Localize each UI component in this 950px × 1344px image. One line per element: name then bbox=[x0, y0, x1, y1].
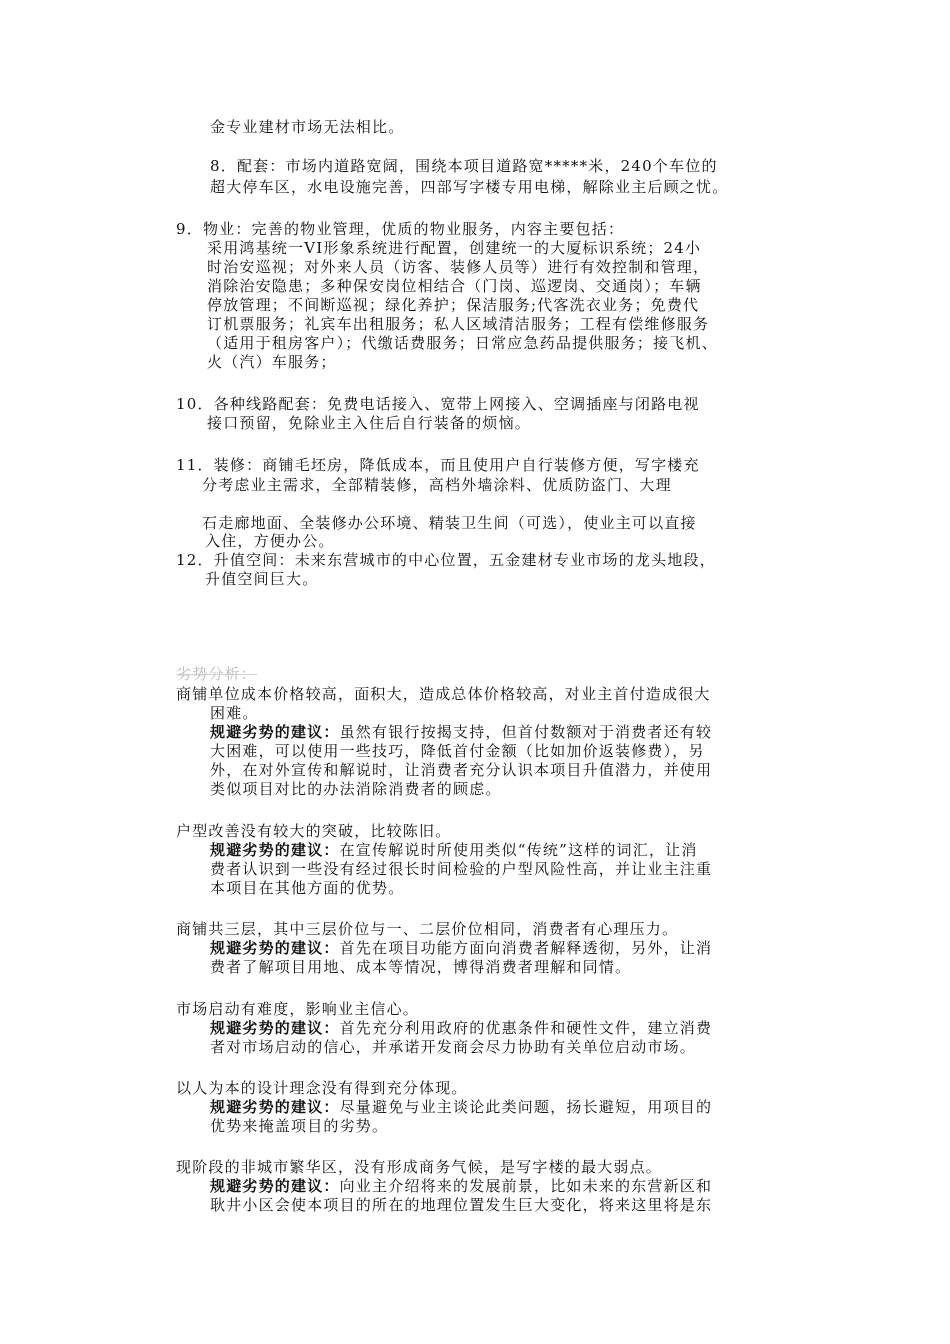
item-11-line-3: 石走廊地面、全装修办公环境、精装卫生间（可选），使业主可以直接 bbox=[202, 514, 697, 532]
suggestion-2-line-3: 本项目在其他方面的优势。 bbox=[210, 879, 405, 897]
suggestion-label: 规避劣势的建议： bbox=[210, 939, 340, 957]
item-8-line-2: 超大停车区，水电设施完善，四部写字楼专用电梯，解除业主后顾之忧。 bbox=[210, 178, 729, 196]
item-11-line-2: 分考虑业主需求，全部精装修，高档外墙涂料、优质防盗门、大理 bbox=[202, 476, 672, 494]
suggestion-4-line-2: 者对市场启动的信心，并承诺开发商会尽力协助有关单位启动市场。 bbox=[210, 1038, 697, 1056]
weakness-1-line-2: 困难。 bbox=[210, 704, 259, 722]
suggestion-2-line-1 bbox=[210, 841, 698, 860]
item-10-line-2: 接口预留，免除业主入住后自行装备的烦恼。 bbox=[207, 414, 532, 432]
item-11-line-1: 11．装修：商铺毛坯房，降低成本，而且使用户自行装修方便，写字楼充 bbox=[176, 456, 700, 474]
suggestion-text: 首先充分利用政府的优惠条件和硬性文件，建立消费 bbox=[339, 1019, 713, 1037]
weakness-heading: 劣势分析： bbox=[176, 665, 258, 683]
suggestion-4-line-1 bbox=[210, 1019, 712, 1038]
suggestion-1-line-4: 类似项目对比的办法消除消费者的顾虑。 bbox=[210, 780, 502, 798]
item-9-line-4: 消除治安隐患；多种保安岗位相结合（门岗、巡逻岗、交通岗）；车辆 bbox=[207, 277, 702, 295]
suggestion-2-line-2: 费者认识到一些没有经过很长时间检验的户型风险性高，并让业主注重 bbox=[210, 860, 713, 878]
suggestion-text: 虽然有银行按揭支持，但首付数额对于消费者还有较 bbox=[339, 723, 713, 741]
suggestion-3-line-2: 费者了解项目用地、成本等情况，博得消费者理解和同情。 bbox=[210, 958, 632, 976]
item-8-line-1: 8．配套：市场内道路宽阔，围绕本项目道路宽*****米，240个车位的 bbox=[210, 157, 718, 175]
suggestion-text: 首先在项目功能方面向消费者解释透彻，另外，让消 bbox=[339, 939, 713, 957]
suggestion-label: 规避劣势的建议： bbox=[210, 1098, 340, 1116]
item-11-line-4: 入住，方便办公。 bbox=[205, 532, 335, 550]
item-9-line-7: （适用于租房客户）；代缴话费服务；日常应急药品提供服务；接飞机、 bbox=[207, 334, 718, 352]
weakness-6: 现阶段的非城市繁华区，没有形成商务气候，是写字楼的最大弱点。 bbox=[176, 1158, 663, 1176]
item-9-line-2: 采用鸿基统一VI形象系统进行配置，创建统一的大厦标识系统；24小 bbox=[207, 239, 702, 257]
suggestion-5-line-1 bbox=[210, 1098, 712, 1117]
carry-over-line: 金专业建材市场无法相比。 bbox=[210, 118, 405, 136]
weakness-2: 户型改善没有较大的突破，比较陈旧。 bbox=[176, 822, 452, 840]
suggestion-label: 规避劣势的建议： bbox=[210, 1177, 340, 1195]
item-9-line-5: 停放管理；不间断巡视；绿化养护；保洁服务;代客洗衣业务；免费代 bbox=[207, 296, 700, 314]
weakness-5: 以人为本的设计理念没有得到充分体现。 bbox=[176, 1079, 468, 1097]
item-9-line-8: 火（汽）车服务； bbox=[207, 353, 337, 371]
item-9-line-1: 9．物业：完善的物业管理，优质的物业服务，内容主要包括： bbox=[176, 220, 625, 238]
weakness-3: 商铺共三层，其中三层价位与一、二层价位相同，消费者有心理压力。 bbox=[176, 920, 679, 938]
suggestion-label: 规避劣势的建议： bbox=[210, 1019, 340, 1037]
suggestion-1-line-2: 大困难，可以使用一些技巧，降低首付金额（比如加价返装修费），另 bbox=[210, 742, 705, 760]
suggestion-text: 尽量避免与业主谈论此类问题，扬长避短，用项目的 bbox=[339, 1098, 713, 1116]
suggestion-3-line-1 bbox=[210, 939, 712, 958]
weakness-1-line-1: 商铺单位成本价格较高，面积大，造成总体价格较高，对业主首付造成很大 bbox=[176, 685, 711, 703]
item-9-line-3: 时治安巡视；对外来人员（访客、装修人员等）进行有效控制和管理， bbox=[207, 258, 710, 276]
item-12-line-1: 12．升值空间：未来东营城市的中心位置，五金建材专业市场的龙头地段， bbox=[176, 551, 716, 569]
suggestion-label: 规避劣势的建议： bbox=[210, 841, 340, 859]
suggestion-6-line-1 bbox=[210, 1177, 712, 1196]
item-10-line-1: 10．各种线路配套：免费电话接入、宽带上网接入、空调插座与闭路电视 bbox=[176, 395, 700, 413]
suggestion-1-line-3: 外，在对外宣传和解说时，让消费者充分认识本项目升值潜力，并使用 bbox=[210, 761, 713, 779]
item-12-line-2: 升值空间巨大。 bbox=[205, 570, 319, 588]
suggestion-1-line-1 bbox=[210, 723, 712, 742]
suggestion-label: 规避劣势的建议： bbox=[210, 723, 340, 741]
suggestion-text: 在宣传解说时所使用类似“传统”这样的词汇，让消 bbox=[339, 841, 698, 859]
suggestion-text: 向业主介绍将来的发展前景，比如未来的东营新区和 bbox=[339, 1177, 713, 1195]
suggestion-6-line-2: 耿井小区会使本项目的所在的地理位置发生巨大变化，将来这里将是东 bbox=[210, 1196, 713, 1214]
suggestion-5-line-2: 优势来掩盖项目的劣势。 bbox=[210, 1117, 389, 1135]
item-9-line-6: 订机票服务；礼宾车出租服务；私人区域清洁服务；工程有偿维修服务 bbox=[207, 315, 710, 333]
weakness-4: 市场启动有难度，影响业主信心。 bbox=[176, 1000, 420, 1018]
